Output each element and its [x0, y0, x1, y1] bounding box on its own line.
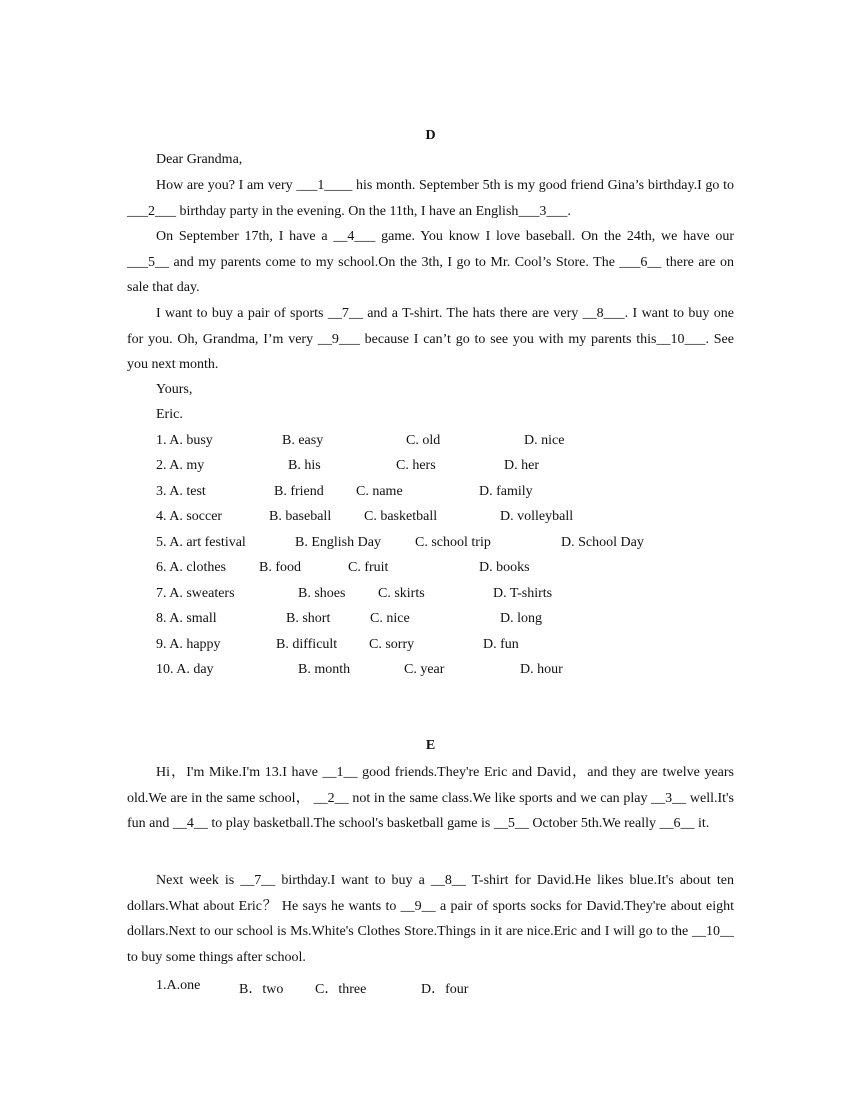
option-c: C. year — [404, 662, 445, 677]
section-d-title: D — [425, 128, 436, 143]
letter-closing: Yours, — [156, 382, 193, 397]
option-c: C. basketball — [364, 509, 438, 524]
section-e-paragraph-1: Hi，I'm Mike.I'm 13.I have __1__ good friends.They're Eric and David，and they are twelve years old.We are in the same school， __2__ not in the same class.We like sports and we can play __3__ well.It's fun and __4__ to play basketball.The school's basketball game is __5__ October 5th.We really __6__ it. — [127, 765, 734, 831]
option-a: 4. A. soccer — [156, 509, 223, 524]
section-d-paragraph-2: On September 17th, I have a __4___ game. You know I love baseball. On the 24th, we have our ___5__ and my parents come to my school.On the 3th, I go to Mr. Cool’s Store. The ___6__ there are on sale that day. — [127, 229, 734, 295]
option-a: 8. A. small — [156, 611, 217, 626]
option-a: 6. A. clothes — [156, 560, 226, 575]
option-d: D. books — [479, 560, 530, 575]
option-a: 3. A. test — [156, 484, 206, 499]
option-c: C. fruit — [348, 560, 389, 575]
option-b: B. easy — [282, 433, 324, 448]
option-b: B. baseball — [269, 509, 332, 524]
option-c: C. name — [356, 484, 403, 499]
option-b: B. shoes — [298, 586, 346, 601]
option-b: B. friend — [274, 484, 324, 499]
section-d-paragraph-1: How are you? I am very ___1____ his month. September 5th is my good friend Gina’s birthday.I go to ___2___ birthday party in the evening. On the 11th, I have an English___3___. — [127, 178, 734, 219]
option-c: C. skirts — [378, 586, 425, 601]
option-d: D. volleyball — [500, 509, 574, 524]
option-d: D. nice — [524, 433, 565, 448]
option-d: D. her — [504, 458, 539, 473]
option-c: C. hers — [396, 458, 436, 473]
option-b: B. his — [288, 458, 321, 473]
option-c: C. sorry — [369, 637, 415, 652]
option-d: D. family — [479, 484, 533, 499]
option-a: 10. A. day — [156, 662, 214, 677]
section-e-title: E — [425, 738, 436, 753]
option-d: D. fun — [483, 637, 519, 652]
option-a: 1. A. busy — [156, 433, 213, 448]
option-b: B. difficult — [276, 637, 338, 652]
option-a: 2. A. my — [156, 458, 205, 473]
option-c: C. old — [406, 433, 441, 448]
option-d: D. hour — [520, 662, 563, 677]
option-d: D．four — [421, 982, 469, 997]
letter-signature: Eric. — [156, 407, 183, 422]
option-a: 7. A. sweaters — [156, 586, 235, 601]
option-a: 9. A. happy — [156, 637, 221, 652]
option-c: C．three — [315, 982, 367, 997]
section-e-paragraph-2: Next week is __7__ birthday.I want to buy a __8__ T-shirt for David.He likes blue.It's about ten dollars.What about Eric？ He says he wants to __9__ a pair of sports socks for David.They're about eight dollars.Next to our school is Ms.White's Clothes Store.Things in it are nice.Eric and I will go to the __10__ to buy some things after school. — [127, 873, 734, 965]
option-b: B. English Day — [295, 535, 381, 550]
section-d-paragraph-3: I want to buy a pair of sports __7__ and a T-shirt. The hats there are very __8___. I want to buy one for you. Oh, Grandma, I’m very __9___ because I can’t go to see you with my parents this__10___. See you next month. — [127, 306, 734, 372]
option-c: C. school trip — [415, 535, 491, 550]
option-c: C. nice — [370, 611, 410, 626]
option-d: D. long — [500, 611, 542, 626]
option-a: 1.A.one — [156, 978, 201, 993]
option-b: B. month — [298, 662, 351, 677]
option-d: D. T-shirts — [493, 586, 553, 601]
option-d: D. School Day — [561, 535, 644, 550]
option-b: B．two — [239, 982, 284, 997]
letter-salutation: Dear Grandma, — [156, 152, 243, 167]
option-b: B. short — [286, 611, 331, 626]
option-b: B. food — [259, 560, 301, 575]
option-a: 5. A. art festival — [156, 535, 246, 550]
